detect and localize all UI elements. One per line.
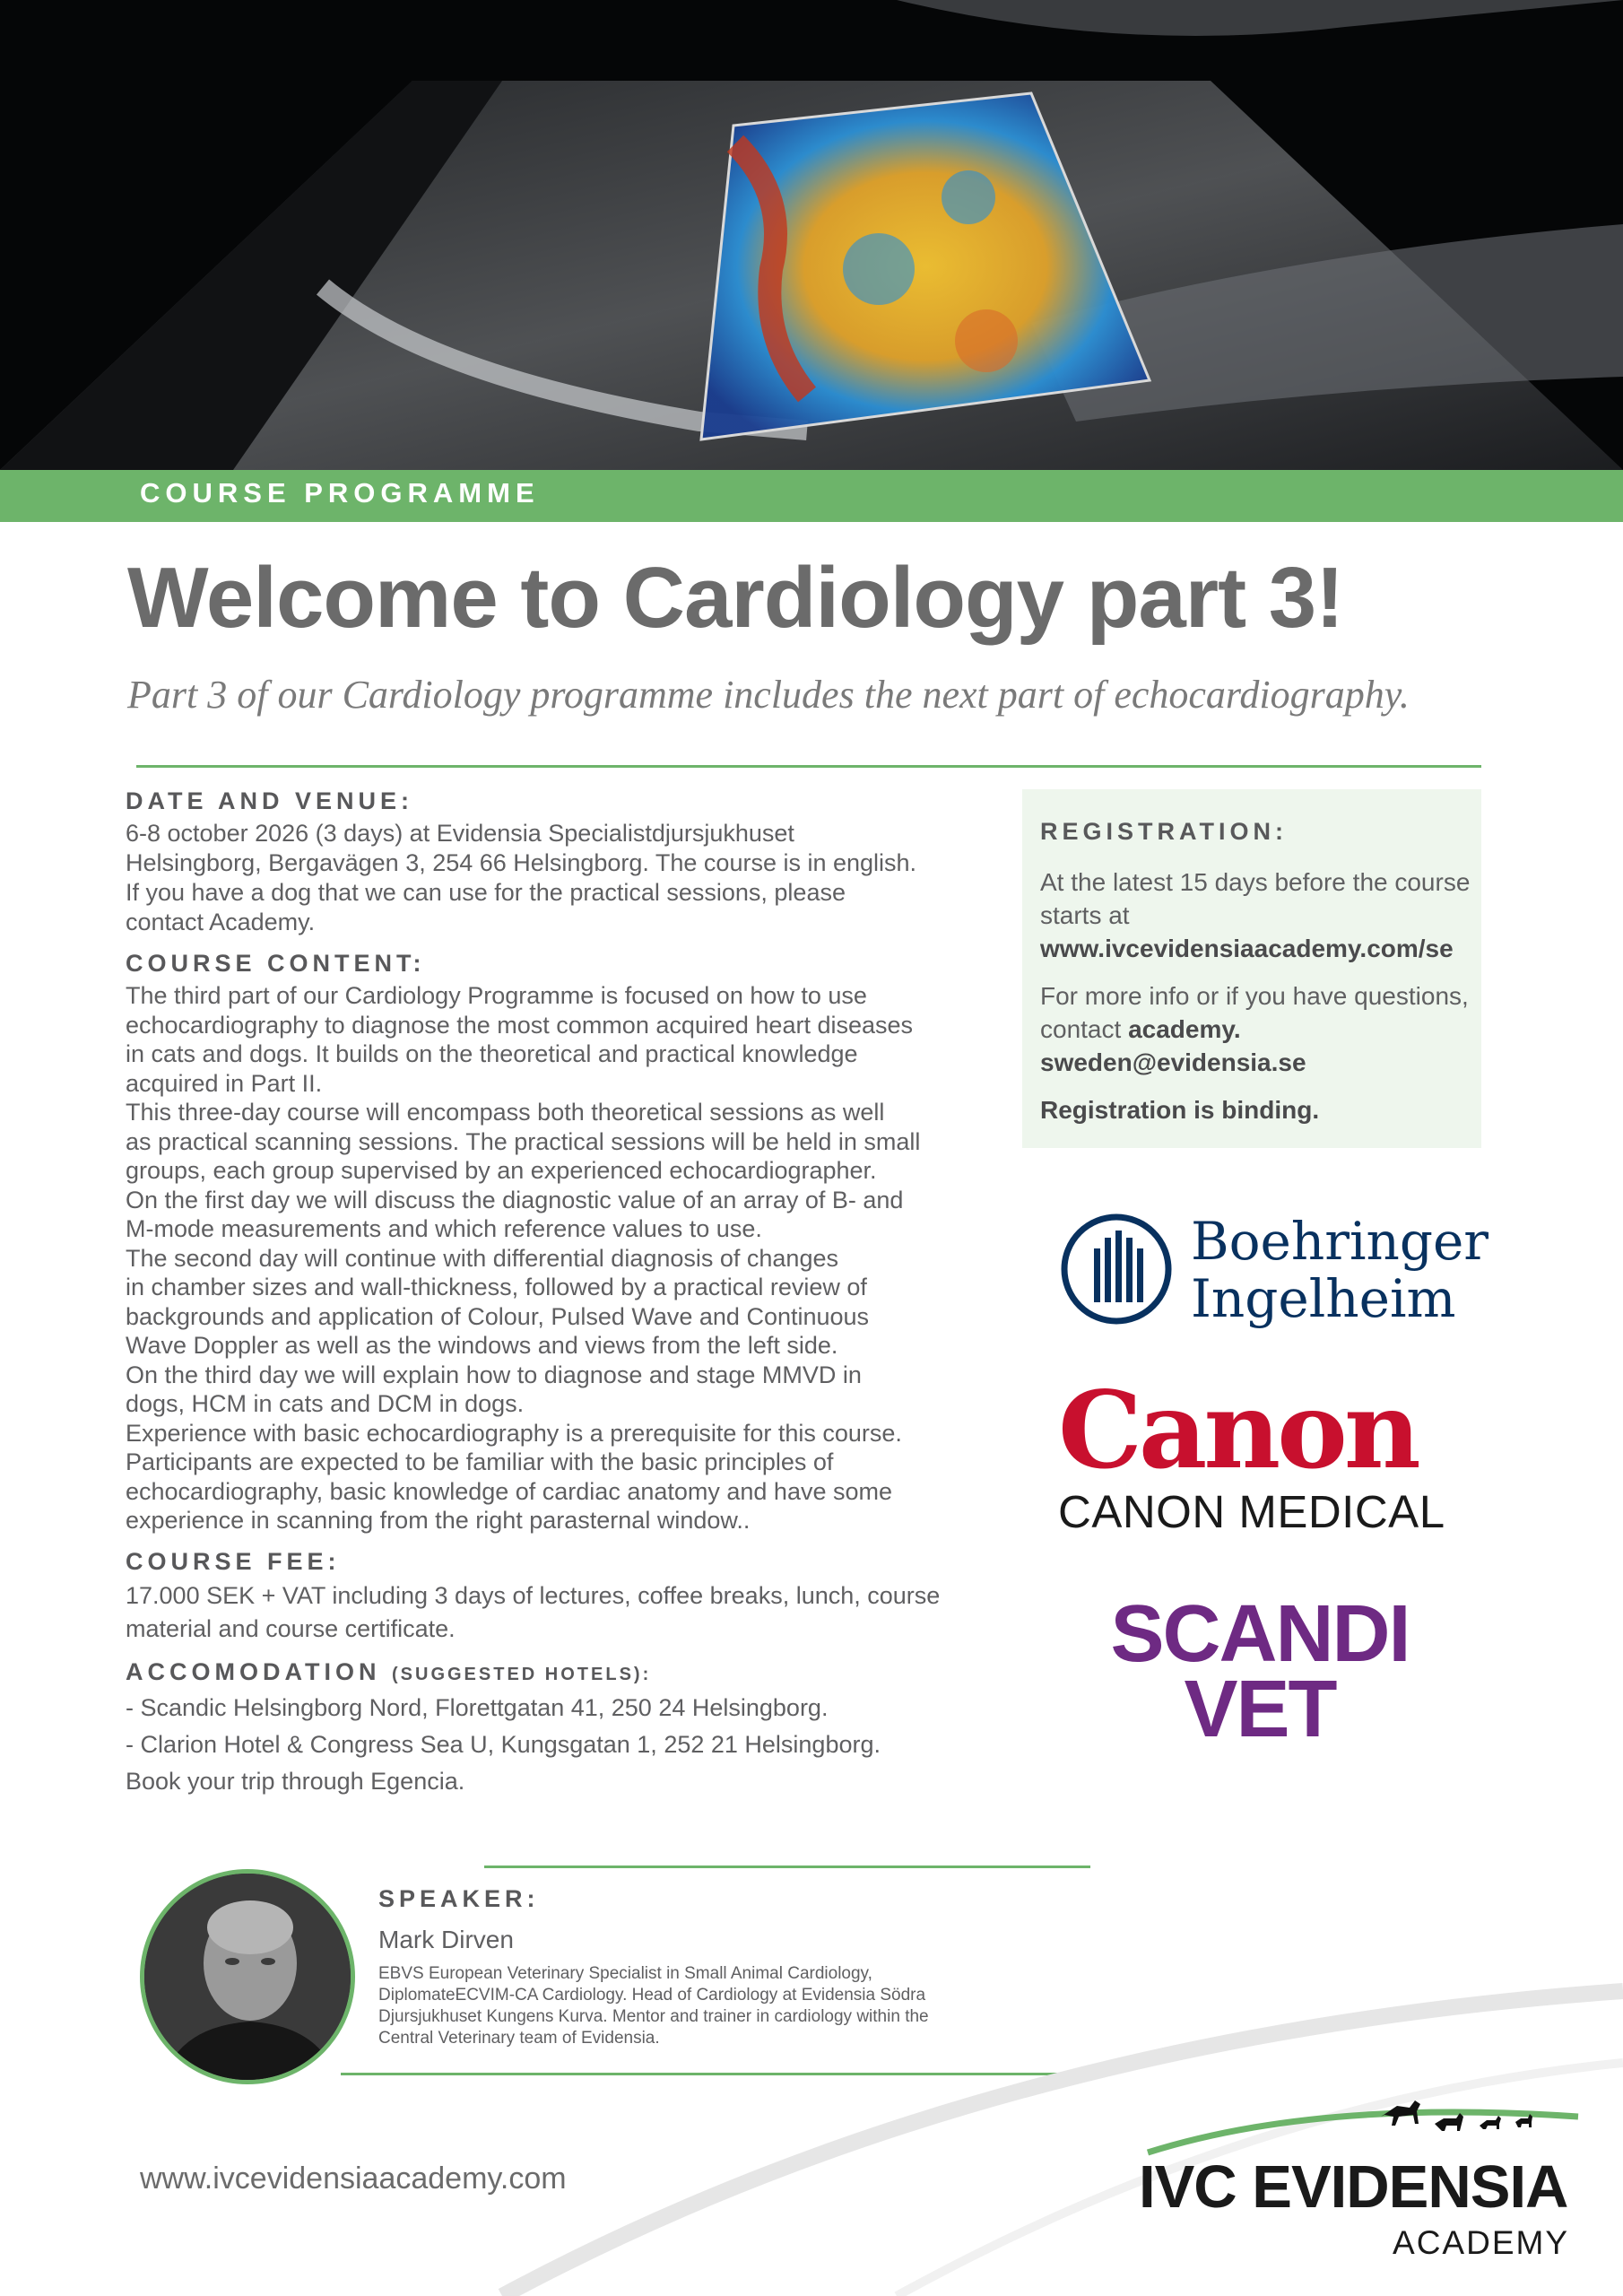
course-content-line: echocardiography to diagnose the most common acquired heart diseases [126,1011,914,1039]
accommodation-heading-note: (SUGGESTED HOTELS): [392,1664,652,1684]
course-content-heading: COURSE CONTENT: [126,950,426,977]
course-content-line: The third part of our Cardiology Programme is focused on how to use [126,982,867,1009]
course-fee-line: 17.000 SEK + VAT including 3 days of lectures, coffee breaks, lunch, course [126,1581,941,1609]
course-details [126,787,1004,1800]
hotel-line: - Scandic Helsingborg Nord, Florettgatan 41, 250 24 Helsingborg. [126,1693,829,1721]
course-content-line: Wave Doppler as well as the windows and views from the left side. [126,1332,838,1359]
speaker-top-rule [484,1866,1090,1868]
registration-deadline-text: At the latest 15 days before the course starts at [1040,868,1471,929]
registration-url[interactable]: www.ivcevidensiaacademy.com/se [1040,935,1454,962]
scandivet-logo [1089,1589,1430,1758]
accommodation-heading-text: ACCOMODATION [126,1657,381,1685]
date-venue-line: contact Academy. [126,909,316,935]
date-venue-section [126,787,1004,937]
page-subtitle: Part 3 of our Cardiology programme includes the next part of echocardiography. [127,673,1410,717]
course-content-line: backgrounds and application of Colour, Pulsed Wave and Continuous [126,1302,870,1330]
course-fee-heading: COURSE FEE: [126,1547,341,1575]
registration-deadline [1040,865,1471,965]
course-fee-section [126,1548,1004,1646]
scandivet-line2: VET [1184,1665,1336,1754]
scandivet-line1: SCANDI [1110,1589,1410,1679]
course-content-line: in chamber sizes and wall-thickness, followed by a practical review of [126,1274,867,1300]
canon-wordmark: Canon [1058,1368,1418,1492]
date-venue-line: Helsingborg, Bergavägen 3, 254 66 Helsingborg. The course is in english. [126,849,917,876]
date-venue-heading: DATE AND VENUE: [126,787,414,814]
speaker-heading: SPEAKER: [378,1885,540,1912]
accommodation-heading [126,1658,1004,1686]
animals-swoosh-icon [1139,2081,1587,2161]
course-content-line: This three-day course will encompass both theoretical sessions as well [126,1099,885,1126]
course-content-line: dogs, HCM in cats and DCM in dogs. [126,1390,525,1417]
course-programme-banner [0,470,1623,522]
course-content-line: M-mode measurements and which reference values to use. [126,1215,762,1242]
booking-note: Book your trip through Egencia. [126,1767,465,1795]
date-venue-line: If you have a dog that we can use for the practical sessions, please [126,879,846,906]
boehringer-line2: Ingelheim [1191,1268,1456,1329]
contact-email-part2[interactable]: sweden@evidensia.se [1040,1048,1306,1076]
registration-contact-text: For more info or if you have questions, contact [1040,982,1469,1043]
course-content-line: On the third day we will explain how to diagnose and stage MMVD in [126,1361,862,1388]
course-fee-line: material and course certificate. [126,1614,456,1642]
registration-binding-note: Registration is binding. [1040,1096,1320,1124]
boehringer-line1: Boehringer [1191,1211,1489,1272]
course-content-line: groups, each group supervised by an experienced echocardiographer. [126,1157,877,1184]
course-content-line: experience in scanning from the right parasternal window.. [126,1507,751,1534]
ivc-evidensia-academy-logo [1139,2081,1587,2278]
canon-medical-logo [1058,1368,1453,1537]
course-content-line: acquired in Part II. [126,1069,323,1097]
date-venue-line: 6-8 october 2026 (3 days) at Evidensia Specialistdjursjukhuset [126,820,794,847]
hero-ultrasound-image [0,0,1623,470]
ivc-academy-label: ACADEMY [1393,2224,1569,2261]
footer-website-link[interactable]: www.ivcevidensiaacademy.com [140,2161,567,2196]
speaker-bio-line: DiplomateECVIM-CA Cardiology. Head of Cardiology at Evidensia Södra [378,1986,926,2005]
registration-contact [1040,979,1471,1079]
registration-heading: REGISTRATION: [1040,818,1288,845]
ivc-brand-name: IVC EVIDENSIA [1139,2153,1568,2221]
echocardiogram-graphic [0,0,1623,470]
speaker-bio-line: EBVS European Veterinary Specialist in Small Animal Cardiology, [378,1964,872,1983]
course-content-line: The second day will continue with differential diagnosis of changes [126,1244,838,1272]
title-divider [136,765,1481,768]
course-content-line: Participants are expected to be familiar with the basic principles of [126,1448,834,1475]
course-content-line: in cats and dogs. It builds on the theoretical and practical knowledge [126,1040,858,1067]
accommodation-section [126,1658,1004,1800]
speaker-bio-line: Djursjukhuset Kungens Kurva. Mentor and trainer in cardiology within the [378,2007,929,2026]
registration-box [1022,789,1481,1148]
page-title: Welcome to Cardiology part 3! [127,550,1344,646]
banner-label: COURSE PROGRAMME [140,477,540,509]
course-content-line: On the first day we will discuss the diagnostic value of an array of B- and [126,1186,904,1213]
canon-medical-text: CANON MEDICAL [1058,1486,1445,1537]
hotel-line: - Clarion Hotel & Congress Sea U, Kungsgatan 1, 252 21 Helsingborg. [126,1730,881,1758]
course-content-line: as practical scanning sessions. The practical sessions will be held in small [126,1127,921,1155]
course-content-line: echocardiography, basic knowledge of cardiac anatomy and have some [126,1477,893,1505]
speaker-bio-line: Central Veterinary team of Evidensia. [378,2029,660,2048]
course-content-section [126,950,1004,1535]
contact-email-part1[interactable]: academy. [1128,1015,1241,1043]
speaker-name: Mark Dirven [378,1926,514,1953]
boehringer-emblem-icon [1058,1211,1175,1327]
course-content-line: Experience with basic echocardiography is a prerequisite for this course. [126,1419,902,1447]
boehringer-ingelheim-logo [1058,1211,1489,1329]
